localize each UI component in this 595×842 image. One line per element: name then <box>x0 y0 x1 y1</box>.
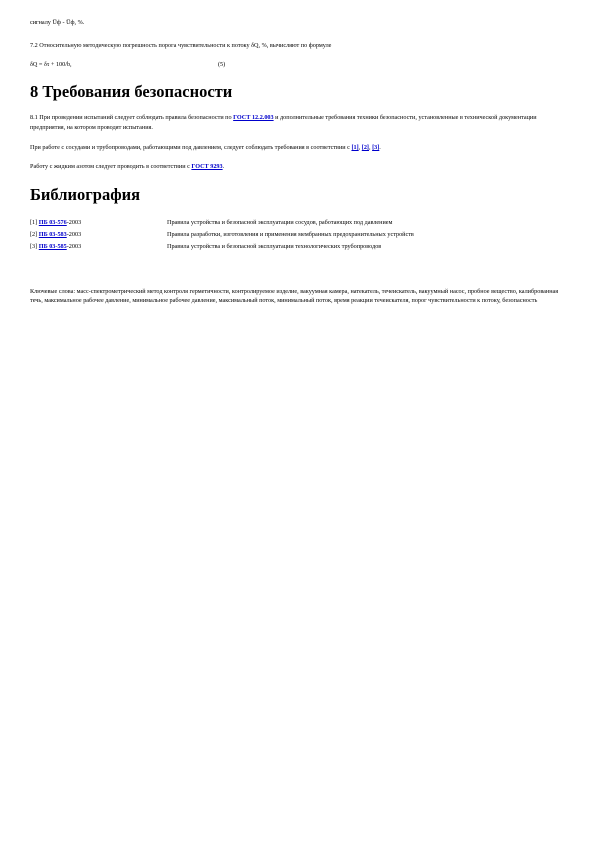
bibliography-year: -2003 <box>66 219 82 226</box>
bibliography-title: Правила устройства и безопасной эксплуатации сосудов, работающих под давлением <box>167 219 393 226</box>
reference-3-link[interactable]: [3] <box>372 144 380 151</box>
bibliography-year: -2003 <box>66 243 82 250</box>
bibliography-reference <box>30 242 81 252</box>
bibliography-reference <box>30 230 81 240</box>
formula-number: (5) <box>218 61 226 68</box>
liquid-nitrogen-end: . <box>222 163 225 170</box>
paragraph-8-1-text-start: 8.1 При проведении испытаний следует соблюдать правила безопасности по <box>30 114 234 121</box>
reference-separator: , <box>358 144 362 151</box>
reference-end: . <box>379 144 381 151</box>
paragraph-7-2: 7.2 Относительную методическую погрешность порога чувствительности к потоку δQ, %, вычисляют по формуле <box>30 42 332 49</box>
paragraph-8-1-text-end: и дополнительные требования техники безопасности, установленные в технической документации предприятия, на котором проводят испытания. <box>30 114 537 131</box>
signal-line: сигналу U̅ф - U̅ф, %. <box>30 19 85 26</box>
bibliography-item <box>30 242 575 252</box>
bibliography-title: Правила разработки, изготовления и применения мембранных предохранительных устройств <box>167 231 414 238</box>
bibliography-item <box>30 230 575 240</box>
pressure-vessels-text: При работе с сосудами и трубопроводами, работающими под давлением, следует соблюдать требования в соответствии с <box>30 144 352 151</box>
bibliography-heading: Библиография <box>30 185 141 204</box>
reference-1-link[interactable]: [1] <box>351 144 359 151</box>
bibliography-item <box>30 218 575 228</box>
bibliography-number: [2] <box>30 231 39 238</box>
liquid-nitrogen-paragraph <box>30 163 224 171</box>
section-8-heading: 8 Требования безопасности <box>30 82 233 101</box>
gost-9293-link[interactable]: ГОСТ 9293 <box>191 163 223 170</box>
gost-12-2-003-link[interactable]: ГОСТ 12.2.003 <box>233 114 274 121</box>
bibliography-title: Правила устройства и безопасной эксплуатации технологических трубопроводов <box>167 243 382 250</box>
pb-03-576-link[interactable]: ПБ 03-576 <box>38 219 67 226</box>
liquid-nitrogen-text: Работу с жидким азотом следует проводить в соответствии с <box>30 163 192 170</box>
keywords-block: Ключевые слова: масс-спектрометрический метод контроля герметичности, контролируемое изделие, вакуумная камера, натекатель, течеискатель, вакуумный насос, пробное вещество, калиброванная течь, максимальное рабочее давление, минимальное рабочее давление, максимальный поток, минимальный поток, время реакции течеискателя, порог чувствительности к потоку, безопасность <box>30 288 559 305</box>
reference-2-link[interactable]: [2] <box>361 144 369 151</box>
bibliography-reference <box>30 218 81 228</box>
pb-03-583-link[interactable]: ПБ 03-583 <box>38 231 67 238</box>
bibliography-number: [1] <box>30 219 39 226</box>
paragraph-8-1 <box>30 113 565 132</box>
reference-separator: , <box>368 144 373 151</box>
bibliography-number: [3] <box>30 243 39 250</box>
pressure-vessels-paragraph <box>30 144 381 152</box>
formula-5: δQ = δτ + 100/b, <box>30 61 72 68</box>
pb-03-585-link[interactable]: ПБ 03-585 <box>38 243 67 250</box>
bibliography-year: -2003 <box>66 231 82 238</box>
